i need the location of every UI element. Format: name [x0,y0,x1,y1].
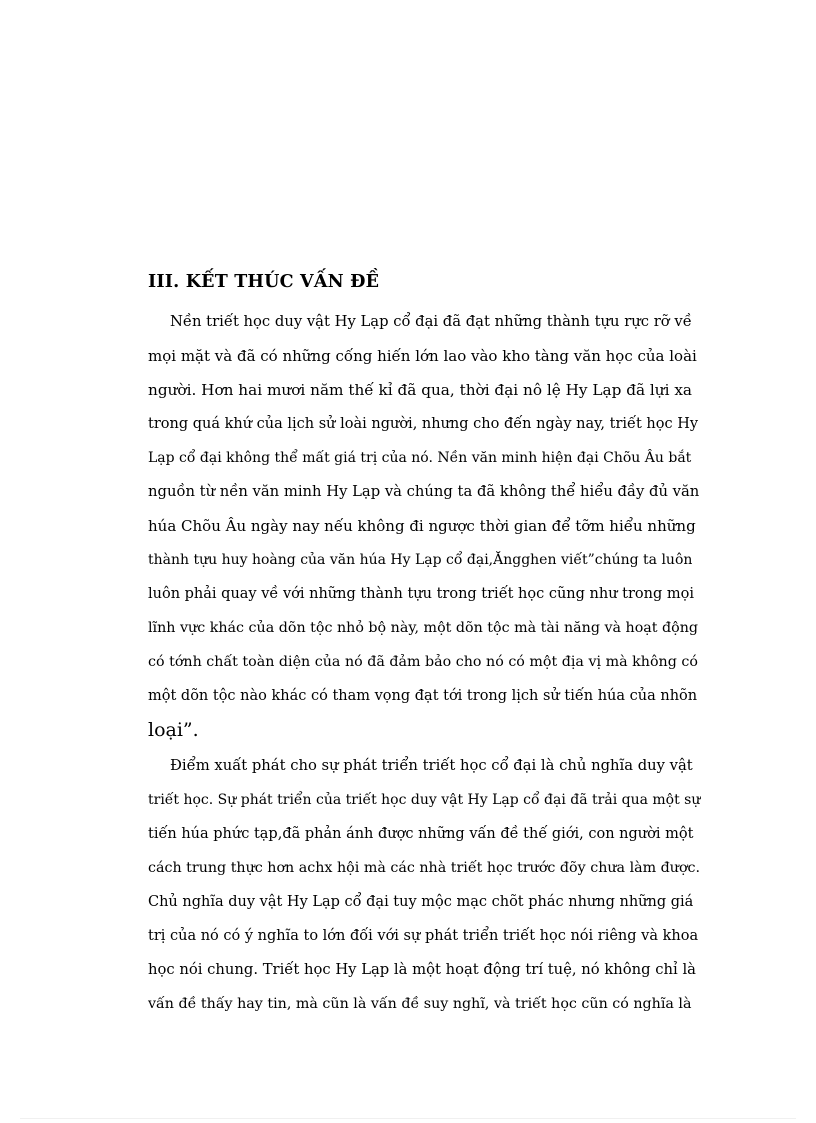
paragraph-2-line-3: tiến húa phức tạp,đã phản ánh được những vấn đề thế giới, con người một [148,826,694,842]
paragraph-1-line-4: trong quá khứ của lịch sử loài người, nhưng cho đến ngày nay, triết học Hy [148,416,699,432]
paragraph-1-line-6: nguồn từ nền văn minh Hy Lạp và chúng ta đã không thể hiểu đầy đủ văn [148,483,700,500]
paragraph-2-line-6: trị của nó có ý nghĩa to lớn đối với sự phát triển triết học nói riêng và khoa [148,928,699,944]
paragraph-2-line-8: vấn đề thấy hay tin, mà cũn là vấn đề suy nghĩ, và triết học cũn có nghĩa là [148,996,692,1012]
paragraph-1-line-5: Lạp cổ đại không thể mất giá trị của nó. Nền văn minh hiện đại Chõu Âu bắt [148,450,692,466]
paragraph-2-line-7: học nói chung. Triết học Hy Lạp là một hoạt động trí tuệ, nó không chỉ là [148,961,696,978]
paragraph-1-line-13: loại”. [148,719,199,741]
paragraph-1-line-12: một dõn tộc nào khác có tham vọng đạt tới trong lịch sử tiến húa của nhõn [148,688,698,704]
paragraph-1-line-7: húa Chõu Âu ngày nay nếu không đi ngược thời gian để tỡm hiểu những [148,517,696,535]
paragraph-1-line-9: luôn phải quay về với những thành tựu trong triết học cũng như trong mọi [148,586,694,602]
paragraph-1-line-3: người. Hơn hai mươi năm thế kỉ đã qua, thời đại nô lệ Hy Lạp đã lựi xa [148,381,693,399]
paragraph-2-line-2: triết học. Sự phát triển của triết học duy vật Hy Lạp cổ đại đã trải qua một sự [148,792,701,808]
paragraph-1-line-1: Nền triết học duy vật Hy Lạp cổ đại đã đạt những thành tựu rực rỡ về [170,313,692,330]
paragraph-1-line-2: mọi mặt và đã có những cống hiến lớn lao vào kho tàng văn học của loài [148,347,697,365]
section-heading: III. KẾT THÚC VẤN ĐỀ [148,272,380,292]
paragraph-2-line-5: Chủ nghĩa duy vật Hy Lạp cổ đại tuy mộc mạc chõt phác nhưng những giá [148,894,694,910]
paragraph-2-line-1: Điểm xuất phát cho sự phát triển triết học cổ đại là chủ nghĩa duy vật [170,757,693,774]
paragraph-1-line-8: thành tựu huy hoàng của văn húa Hy Lạp cổ đại,Ăngghen viết”chúng ta luôn [148,552,693,568]
paragraph-1-line-11: có tớnh chất toàn diện của nó đã đảm bảo cho nó có một địa vị mà không có [148,654,698,670]
page-bottom-divider [20,1118,796,1119]
paragraph-1-line-10: lĩnh vực khác của dõn tộc nhỏ bộ này, một dõn tộc mà tài năng và hoạt động [148,620,699,636]
paragraph-2-line-4: cách trung thực hơn achx hội mà các nhà triết học trước đõy chưa làm được. [148,860,701,876]
